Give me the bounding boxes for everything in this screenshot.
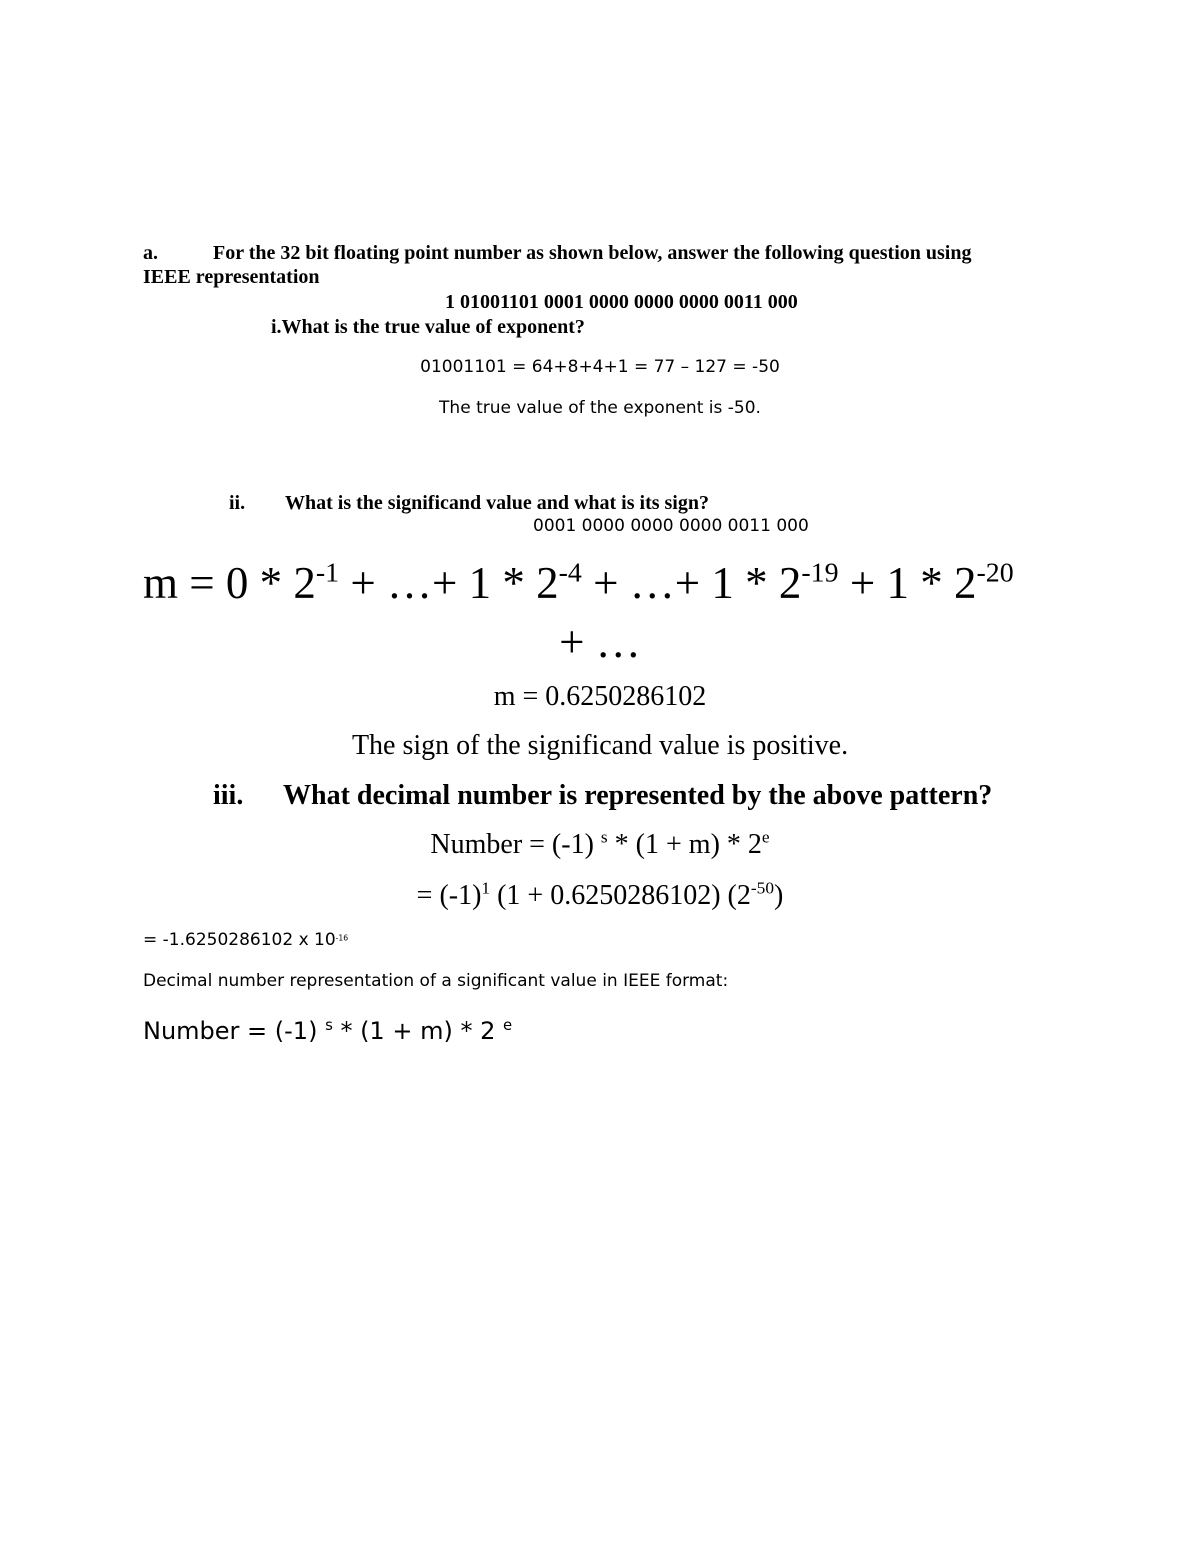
- decimal-formula: [0, 829, 1200, 861]
- decimal-substitution-term: (1 + 0.6250286102) (2: [490, 880, 751, 911]
- decimal-result-exponent: -16: [335, 933, 349, 943]
- q2-marker: ii.: [229, 492, 246, 514]
- q1-calculation: 01001101 = 64+8+4+1 = 77 – 127 = -50: [420, 357, 780, 377]
- significand-formula-continuation: + …: [559, 617, 641, 667]
- significand-result: m = 0.6250286102: [493, 681, 707, 712]
- part-a-question-line1: For the 32 bit floating point number as shown below, answer the following question using: [213, 242, 972, 264]
- significand-formula-term: + …+ 1 * 2: [339, 558, 559, 608]
- significand-formula: [143, 557, 1014, 609]
- significand-formula-exponent: -19: [801, 557, 839, 589]
- decimal-formula-term: Number = (-1): [430, 829, 601, 860]
- q1-answer: The true value of the exponent is -50.: [439, 398, 761, 418]
- significand-formula-exponent: -4: [558, 557, 582, 589]
- decimal-substitution-exponent: -50: [750, 878, 775, 898]
- bit-pattern: 1 01001101 0001 0000 0000 0000 0011 000: [445, 291, 798, 313]
- summary-formula-exponent: e: [502, 1016, 513, 1035]
- q1-label: i.What is the true value of exponent?: [271, 316, 585, 338]
- decimal-formula-exponent: e: [761, 827, 770, 847]
- decimal-result: [143, 930, 348, 950]
- significand-formula-term: + 1 * 2: [838, 558, 977, 608]
- summary-label: Decimal number representation of a significant value in IEEE format:: [143, 971, 729, 991]
- summary-formula-term: Number = (-1): [143, 1017, 326, 1045]
- mantissa-bits: 0001 0000 0000 0000 0011 000: [533, 516, 809, 536]
- q2-label: What is the significand value and what is its sign?: [285, 492, 709, 514]
- decimal-substitution: [0, 880, 1200, 912]
- decimal-substitution-term: = (-1): [416, 880, 482, 911]
- q3-label: What decimal number is represented by the above pattern?: [283, 780, 993, 811]
- summary-formula-term: * (1 + m) * 2: [332, 1017, 503, 1045]
- significand-formula-exponent: -1: [315, 557, 340, 589]
- significand-formula-term: + …+ 1 * 2: [581, 558, 802, 608]
- decimal-substitution-exponent: 1: [481, 878, 491, 898]
- summary-formula: [143, 1017, 512, 1045]
- significand-formula-exponent: -20: [976, 557, 1014, 589]
- decimal-substitution-term: ): [774, 880, 784, 911]
- part-a-marker: a.: [143, 242, 158, 264]
- decimal-formula-exponent: s: [600, 827, 608, 847]
- decimal-formula-term: * (1 + m) * 2: [607, 829, 762, 860]
- q3-marker: iii.: [213, 780, 244, 811]
- significand-sign-answer: The sign of the significand value is positive.: [351, 730, 849, 761]
- part-a-question-line2: IEEE representation: [143, 266, 320, 288]
- significand-formula-term: m = 0 * 2: [143, 558, 316, 608]
- decimal-result-text: = -1.6250286102 x 10: [143, 930, 336, 950]
- summary-formula-exponent: s: [325, 1016, 333, 1035]
